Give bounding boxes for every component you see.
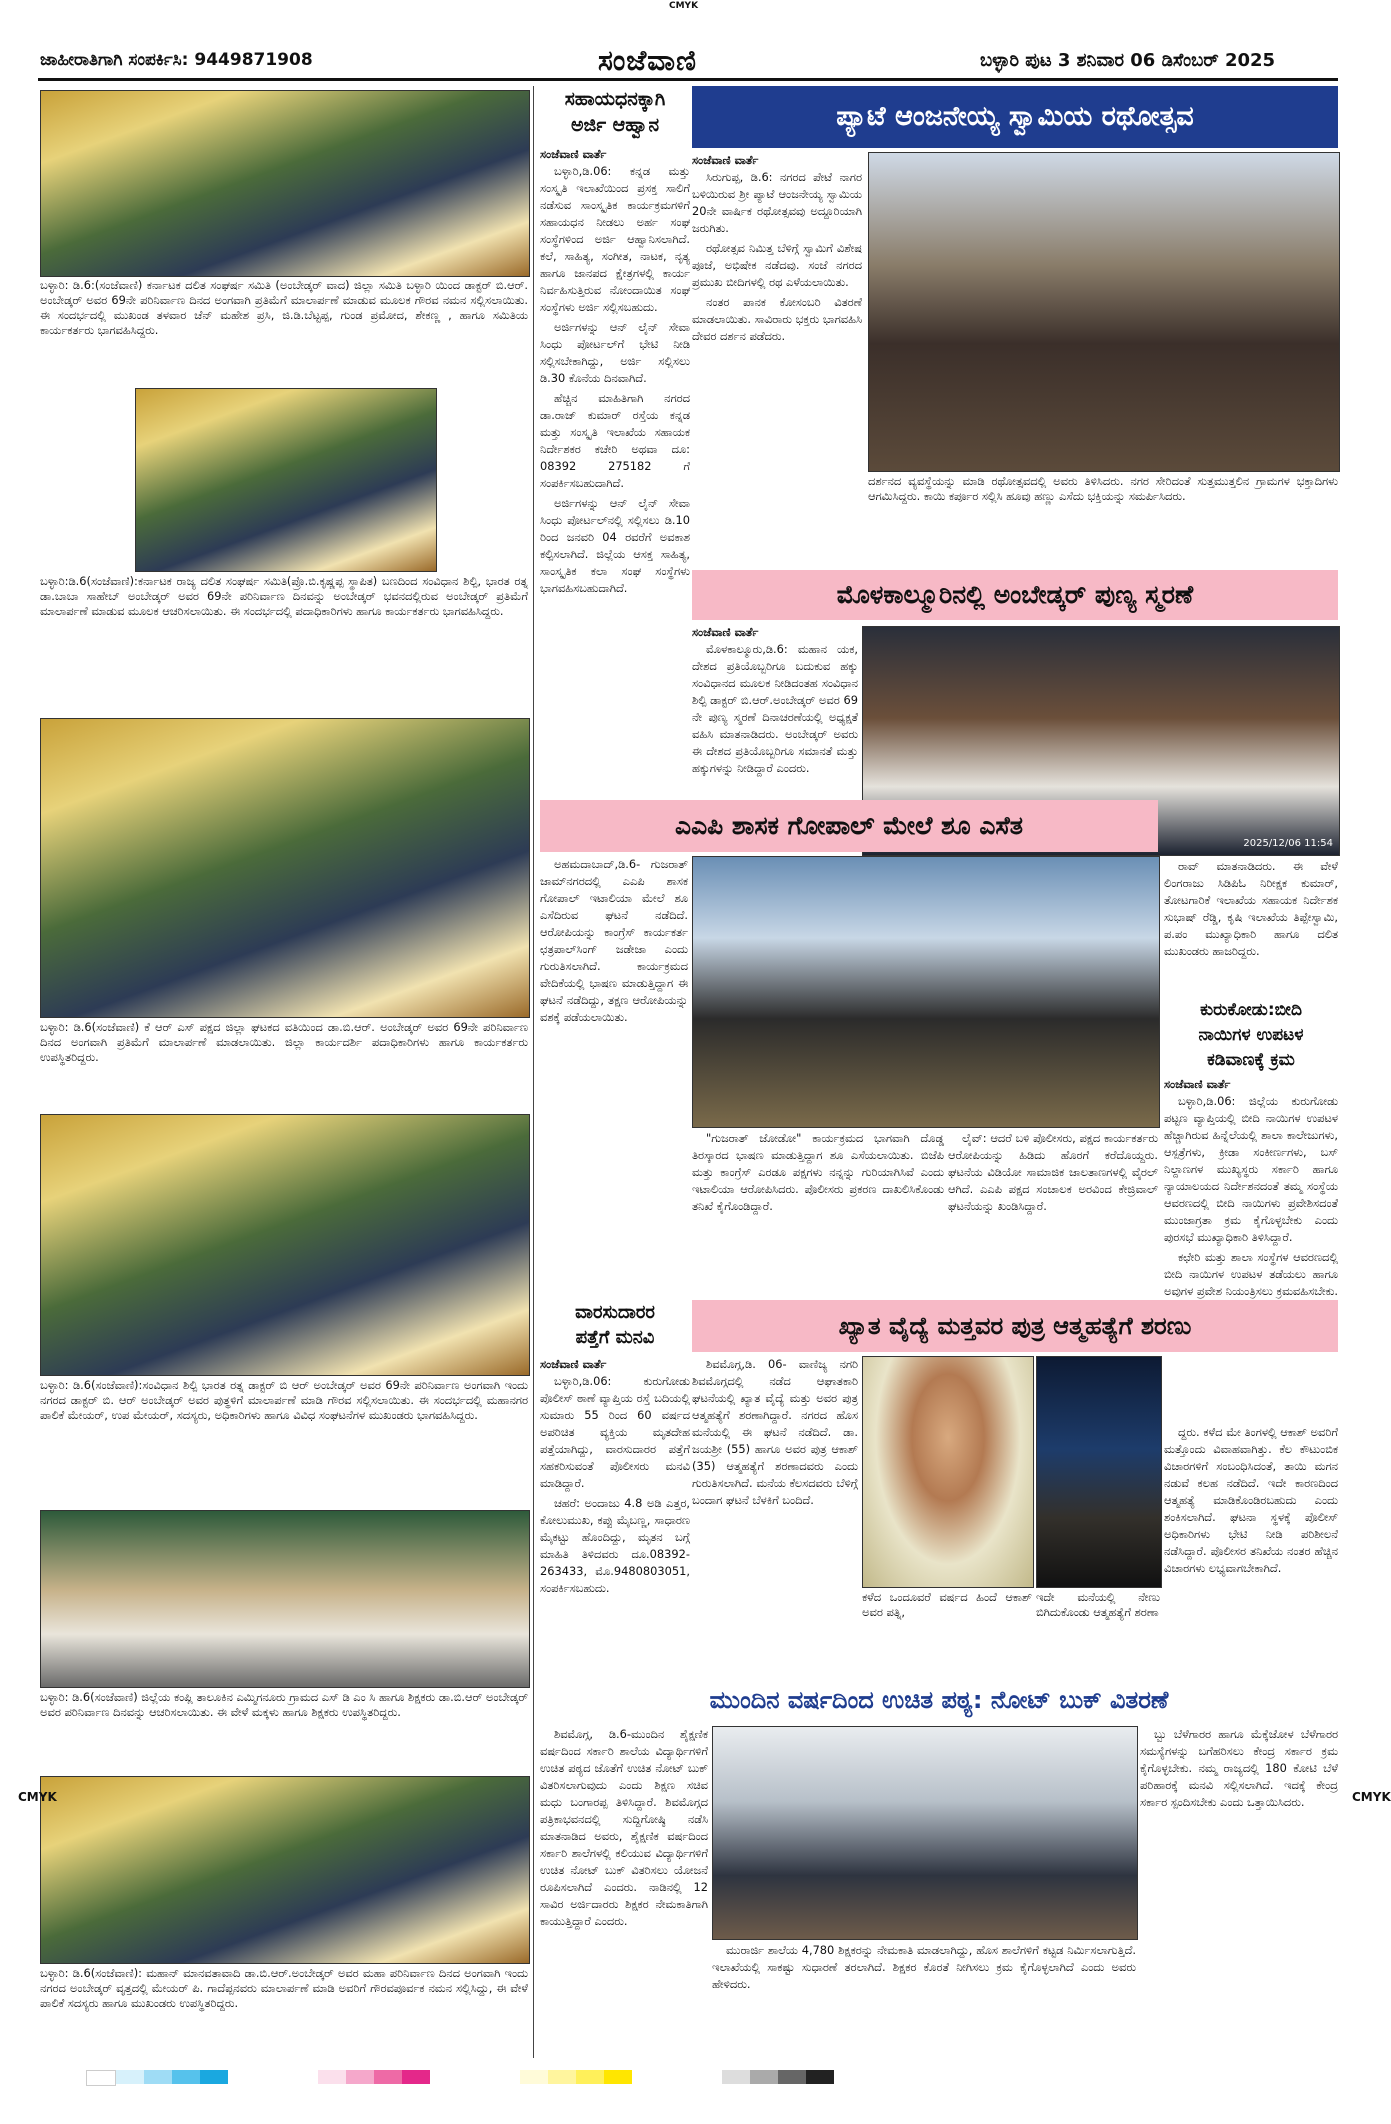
photo-caption-2: ಬಳ್ಳಾರಿ:ಡಿ.6(ಸಂಜೆವಾಣಿ):ಕರ್ನಾಟಕ ರಾಜ್ಯ ದಲಿತ ಸಂಘರ್ಷ ಸಮಿತಿ(ಪ್ರೊ.ಬಿ.ಕೃಷ್ಣಪ್ಪ ಸ್ಥಾಪಿತ) ಬಣದಿಂದ ಸಂವಿಧಾನ ಶಿಲ್ಪಿ, ಭಾರತ ರತ್ನ ಡಾ.ಬಾಬಾ ಸಾಹೇಬ್ ಅಂಬೇಡ್ಕರ್ ಅವರ 69ನೇ ಪರಿನಿರ್ವಾಣ ದಿನವನ್ನು ಅಂಬೇಡ್ಕರ್ ಭವನದಲ್ಲಿರುವ ಅಂಬೇಡ್ಕರ್ ಪ್ರತಿಮೆಗೆ ಮಾಲಾರ್ಪಣೆ ಮಾಡುವ ಮೂಲಕ ಆಚರಿಸಲಾಯಿತು. ಈ ಸಂದರ್ಭದಲ್ಲಿ ಪದಾಧಿಕಾರಿಗಳು ಹಾಗೂ ಕಾರ್ಯಕರ್ತರು ಭಾಗವಹಿಸಿದ್ದರು. — [40, 574, 528, 618]
application-article — [540, 146, 690, 796]
press-conference-photo — [712, 1726, 1138, 1940]
application-paragraph: ಬಳ್ಳಾರಿ,ಡಿ.06: ಕನ್ನಡ ಮತ್ತು ಸಂಸ್ಕೃತಿ ಇಲಾಖೆಯಿಂದ ಪ್ರಸಕ್ತ ಸಾಲಿಗೆ ನಡೆಸುವ ಸಾಂಸ್ಕೃತಿಕ ಕಾರ್ಯಕ್ರಮಗಳಿಗೆ ಸಹಾಯಧನ ನೀಡಲು ಅರ್ಹ ಸಂಘ ಸಂಸ್ಥೆಗಳಿಂದ ಅರ್ಜಿ ಆಹ್ವಾನಿಸಲಾಗಿದೆ. ಕಲೆ, ಸಾಹಿತ್ಯ, ಸಂಗೀತ, ನಾಟಕ, ನೃತ್ಯ ಹಾಗೂ ಜಾನಪದ ಕ್ಷೇತ್ರಗಳಲ್ಲಿ ಕಾರ್ಯ ನಿರ್ವಹಿಸುತ್ತಿರುವ ನೋಂದಾಯಿತ ಸಂಘ ಸಂಸ್ಥೆಗಳು ಅರ್ಜಿ ಸಲ್ಲಿಸಬಹುದು. — [540, 164, 690, 314]
strip-swatch — [116, 2070, 144, 2084]
masthead — [0, 0, 1378, 82]
application-headline — [540, 86, 690, 138]
kurugodu-article — [1164, 1076, 1338, 1420]
chariot-procession-photo — [868, 152, 1340, 472]
photo-timestamp: 2025/12/06 11:54 — [1243, 838, 1333, 849]
notebook-headline: ಮುಂದಿನ ವರ್ಷದಿಂದ ಉಚಿತ ಪಠ್ಯ: ನೋಟ್ ಬುಕ್ ವಿತರಣೆ — [709, 1686, 1169, 1714]
photo-caption-5: ಬಳ್ಳಾರಿ: ಡಿ.6(ಸಂಜೆವಾಣಿ) ಜಿಲ್ಲೆಯ ಕಂಪ್ಲಿ ತಾಲೂಕಿನ ಎಮ್ಮಿಗನೂರು ಗ್ರಾಮದ ಎಸ್ ಡಿ ಎಂ ಸಿ ಹಾಗೂ ಶಿಕ್ಷಕರು ಡಾ.ಬಿ.ಆರ್ ಅಂಬೇಡ್ಕರ್ ಅವರ ಪರಿನಿರ್ವಾಣ ದಿನವನ್ನು ಆಚರಿಸಲಾಯಿತು. ಈ ವೇಳೆ ಮಕ್ಕಳು ಹಾಗೂ ಶಿಕ್ಷಕರು ಉಪಸ್ಥಿತರಿದ್ದರು. — [40, 1690, 528, 1719]
ad-contact: ಜಾಹೀರಾತಿಗಾಗಿ ಸಂಪರ್ಕಿಸಿ: 9449871908 — [40, 50, 313, 70]
strip-swatch — [750, 2070, 778, 2084]
cmyk-side-mark-right: CMYK — [1352, 1790, 1391, 1804]
doctor-col3 — [1164, 1424, 1338, 1674]
column-divider — [533, 86, 534, 2058]
heirs-headline-line2: ಪತ್ತೆಗೆ ಮನವಿ — [575, 1327, 655, 1348]
application-byline: ಸಂಜೆವಾಣಿ ವಾರ್ತೆ — [540, 147, 607, 161]
doctor-portrait-photo — [862, 1356, 1034, 1588]
application-paragraph: ಅರ್ಜಿಗಳನ್ನು ಆನ್ ಲೈನ್ ಸೇವಾ ಸಿಂಧು ಪೋರ್ಟಲ್‌ಗೆ ಭೇಟಿ ನೀಡಿ ಸಲ್ಲಿಸಬೇಕಾಗಿದ್ದು, ಅರ್ಜಿ ಸಲ್ಲಿಸಲು ಡಿ.30 ಕೊನೆಯ ದಿನವಾಗಿದೆ. — [540, 320, 690, 385]
strip-gap — [228, 2070, 318, 2084]
heirs-byline: ಸಂಜೆವಾಣಿ ವಾರ್ತೆ — [540, 1357, 607, 1371]
masthead-rule — [38, 78, 1338, 81]
chariot-paragraph: ಸಿರುಗುಪ್ಪ, ಡಿ.6: ನಗರದ ಪೇಟೆ ನಾಗರ ಬಳಿಯಿರುವ ಶ್ರೀ ಪ್ಯಾಟೆ ಆಂಜನೇಯ್ಯ ಸ್ವಾಮಿಯ 20ನೇ ವಾರ್ಷಿಕ ರಥೋತ್ಸವವು ಅದ್ದೂರಿಯಾಗಿ ಜರುಗಿತು. — [692, 170, 862, 235]
photo-caption-3: ಬಳ್ಳಾರಿ: ಡಿ.6(ಸಂಜೆವಾಣಿ) ಕೆ ಆರ್ ಎಸ್ ಪಕ್ಷದ ಜಿಲ್ಲಾ ಘಟಕದ ವತಿಯಿಂದ ಡಾ.ಬಿ.ಆರ್. ಅಂಬೇಡ್ಕರ್ ಅವರ 69ನೇ ಪರಿನಿರ್ವಾಣ ದಿನದ ಅಂಗವಾಗಿ ಪ್ರತಿಮೆಗೆ ಮಾಲಾರ್ಪಣೆ ಮಾಡಲಾಯಿತು. ಜಿಲ್ಲಾ ಕಾರ್ಯದರ್ಶಿ ಪದಾಧಿಕಾರಿಗಳು ಹಾಗೂ ಕಾರ್ಯಕರ್ತರು ಉಪಸ್ಥಿತರಿದ್ದರು. — [40, 1020, 528, 1064]
heirs-paragraph: ಬಳ್ಳಾರಿ,ಡಿ.06: ಕುರುಗೋಡು ಪೊಲೀಸ್ ಠಾಣೆ ವ್ಯಾಪ್ತಿಯ ರಸ್ತೆ ಬದಿಯಲ್ಲಿ ಸುಮಾರು 55 ರಿಂದ 60 ವರ್ಷದ ಅಪರಿಚಿತ ವ್ಯಕ್ತಿಯ ಮೃತದೇಹ ಪತ್ತೆಯಾಗಿದ್ದು, ವಾರಸುದಾರರ ಪತ್ತೆಗೆ ಸಹಕರಿಸುವಂತೆ ಪೊಲೀಸರು ಮನವಿ ಮಾಡಿದ್ದಾರೆ. — [540, 1374, 690, 1490]
strip-swatch — [576, 2070, 604, 2084]
cmyk-side-mark-left: CMYK — [18, 1790, 57, 1804]
ambedkar-tribute-photo-4 — [40, 1114, 530, 1376]
heirs-paragraph: ಚಹರೆ: ಅಂದಾಜು 4.8 ಅಡಿ ಎತ್ತರ, ಕೋಲುಮುಖ, ಕಪ್ಪು ಮೈಬಣ್ಣ, ಸಾಧಾರಣ ಮೈಕಟ್ಟು ಹೊಂದಿದ್ದು, ಮೃತನ ಬಗ್ಗೆ ಮಾಹಿತಿ ತಿಳಿದವರು ದೂ.08392-263433, ಮೊ.9480803051, ಸಂಪರ್ಕಿಸಬಹುದು. — [540, 1496, 690, 1595]
aap-paragraph: "ಗುಜರಾತ್ ಜೋಡೋ" ಕಾರ್ಯಕ್ರಮದ ಭಾಗವಾಗಿ ದೊಡ್ಡ ತಿರಸ್ಕಾರದ ಭಾಷಣ ಮಾಡುತ್ತಿದ್ದಾಗ ಶೂ ಎಸೆಯಲಾಯಿತು. ಬಿಜೆಪಿ ಮತ್ತು ಕಾಂಗ್ರೆಸ್ ಎರಡೂ ಪಕ್ಷಗಳು ನನ್ನನ್ನು ಗುರಿಯಾಗಿಸಿವೆ ಎಂದು ಇಟಾಲಿಯಾ ಆರೋಪಿಸಿದರು. ಪೊಲೀಸರು ಪ್ರಕರಣ ದಾಖಲಿಸಿಕೊಂಡು ತನಿಖೆ ಕೈಗೊಂಡಿದ್ದಾರೆ. — [692, 1131, 944, 1213]
kurugodu-byline: ಸಂಜೆವಾಣಿ ವಾರ್ತೆ — [1164, 1077, 1231, 1091]
kurugodu-headline-line1: ಕುರುಕೋಡು:ಬೀದಿ — [1200, 1000, 1302, 1020]
chariot-photo-caption: ದರ್ಶನದ ವ್ಯವಸ್ಥೆಯನ್ನು ಮಾಡಿ ರಥೋತ್ಸವದಲ್ಲಿ ಅವರು ತಿಳಿಸಿದರು. ನಗರ ಸೇರಿದಂತೆ ಸುತ್ತಮುತ್ತಲಿನ ಗ್ರಾಮಗಳ ಭಕ್ತಾದಿಗಳು ಆಗಮಿಸಿದ್ದರು. ಕಾಯಿ ಕರ್ಪೂರ ಸಲ್ಲಿಸಿ ಹೂವು ಹಣ್ಣು ಎಸೆದು ಭಕ್ತಿಯನ್ನು ಸಮರ್ಪಿಸಿದರು. — [868, 474, 1338, 503]
strip-swatch — [374, 2070, 402, 2084]
doctor-photo-caption-2: ಇದೇ ಮನೆಯಲ್ಲಿ ನೇಣು ಬಿಗಿದುಕೊಂಡು ಆತ್ಮಹತ್ಯೆಗೆ ಶರಣಾ — [1036, 1590, 1160, 1619]
strip-gap — [430, 2070, 520, 2084]
strip-swatch — [144, 2070, 172, 2084]
photo-caption-4: ಬಳ್ಳಾರಿ: ಡಿ.6(ಸಂಜೆವಾಣಿ):ಸಂವಿಧಾನ ಶಿಲ್ಪಿ ಭಾರತ ರತ್ನ ಡಾಕ್ಟರ್ ಬಿ ಆರ್ ಅಂಬೇಡ್ಕರ್ ಅವರ 69ನೇ ಪರಿನಿರ್ವಾಣ ಅಂಗವಾಗಿ ಇಂದು ನಗರದ ಡಾಕ್ಟರ್ ಬಿ. ಆರ್ ಅಂಬೇಡ್ಕರ್ ಅವರ ಪುತ್ಥಳಿಗೆ ಮಾಲಾರ್ಪಣೆ ಮಾಡಿ ಗೌರವ ಸಲ್ಲಿಸಲಾಯಿತು. ಈ ಸಂದರ್ಭದಲ್ಲಿ ಮಹಾನಗರ ಪಾಲಿಕೆ ಮೇಯರ್, ಉಪ ಮೇಯರ್, ಸದಸ್ಯರು, ಅಧಿಕಾರಿಗಳು ಹಾಗೂ ವಿವಿಧ ಸಂಘಟನೆಗಳ ಮುಖಂಡರು ಭಾಗವಹಿಸಿದ್ದರು. — [40, 1378, 528, 1422]
aap-col2 — [692, 1130, 944, 1296]
color-calibration-strip — [86, 2070, 1146, 2084]
kurugodu-headline — [1164, 998, 1338, 1073]
doctor-paragraph: ಶಿವಮೊಗ್ಗ,ಡಿ. 06- ವಾಣಿಜ್ಯ ನಗರಿ ಶಿವಮೊಗ್ಗದಲ್ಲಿ ನಡೆದ ಆಘಾತಕಾರಿ ಘಟನೆಯಲ್ಲಿ ಖ್ಯಾತ ವೈದ್ಯೆ ಮತ್ತು ಅವರ ಪುತ್ರ ಆತ್ಮಹತ್ಯೆಗೆ ಶರಣಾಗಿದ್ದಾರೆ. ನಗರದ ಹೊಸ ಮನೆಯಲ್ಲಿ ಈ ಘಟನೆ ನಡೆದಿದೆ. ಡಾ. ಜಯಶ್ರೀ (55) ಹಾಗೂ ಅವರ ಪುತ್ರ ಆಕಾಶ್ (35) ಆತ್ಮಹತ್ಯೆಗೆ ಶರಣಾದವರು ಎಂದು ಗುರುತಿಸಲಾಗಿದೆ. ಮನೆಯ ಕೆಲಸದವರು ಬೆಳಿಗ್ಗೆ ಬಂದಾಗ ಘಟನೆ ಬೆಳಕಿಗೆ ಬಂದಿದೆ. — [692, 1357, 858, 1507]
notebook-paragraph: ಮುರಾರ್ಜಿ ಶಾಲೆಯ 4,780 ಶಿಕ್ಷಕರನ್ನು ನೇಮಕಾತಿ ಮಾಡಲಾಗಿದ್ದು, ಹೊಸ ಶಾಲೆಗಳಿಗೆ ಕಟ್ಟಡ ನಿರ್ಮಿಸಲಾಗುತ್ತಿದೆ. ಇಲಾಖೆಯಲ್ಲಿ ಸಾಕಷ್ಟು ಸುಧಾರಣೆ ತರಲಾಗಿದೆ. ಶಿಕ್ಷಕರ ಕೊರತೆ ನೀಗಿಸಲು ಕ್ರಮ ಕೈಗೊಳ್ಳಲಾಗಿದೆ ಎಂದು ಅವರು ಹೇಳಿದರು. — [712, 1943, 1136, 1991]
molakalmuru-paragraph: ಮೊಳಕಾಲ್ಮೂರು,ಡಿ.6: ಮಹಾನ ಯಕ, ದೇಶದ ಪ್ರತಿಯೊಬ್ಬರಿಗೂ ಬದುಕುವ ಹಕ್ಕು ಸಂವಿಧಾನದ ಮೂಲಕ ನೀಡಿದಂತಹ ಸಂವಿಧಾನ ಶಿಲ್ಪಿ ಡಾಕ್ಟರ್ ಬಿ.ಆರ್.ಅಂಬೇಡ್ಕರ್ ಅವರ 69 ನೇ ಪುಣ್ಯ ಸ್ಮರಣೆ ದಿನಾಚರಣೆಯಲ್ಲಿ ಅಧ್ಯಕ್ಷತೆ ವಹಿಸಿ ಮಾತನಾಡಿದರು. ಅಂಬೇಡ್ಕರ್ ಅವರು ಈ ದೇಶದ ಪ್ರತಿಯೊಬ್ಬರಿಗೂ ಸಮಾನತೆ ಮತ್ತು ಹಕ್ಕುಗಳನ್ನು ನೀಡಿದ್ದಾರೆ ಎಂದರು. — [692, 642, 858, 775]
strip-swatch — [318, 2070, 346, 2084]
photo-caption-1: ಬಳ್ಳಾರಿ: ಡಿ.6:(ಸಂಜೆವಾಣಿ) ಕರ್ನಾಟಕ ದಲಿತ ಸಂಘರ್ಷ ಸಮಿತಿ (ಅಂಬೇಡ್ಕರ್ ವಾದ) ಜಿಲ್ಲಾ ಸಮಿತಿ ಬಳ್ಳಾರಿ ಯಿಂದ ಡಾಕ್ಟರ್ ಬಿ.ಆರ್. ಅಂಬೇಡ್ಕರ್ ಅವರ 69ನೇ ಪರಿನಿರ್ವಾಣ ದಿನದ ಅಂಗವಾಗಿ ಪ್ರತಿಮೆಗೆ ಮಾಲಾರ್ಪಣೆ ಮಾಡುವ ಮೂಲಕ ಗೌರವ ನಮನ ಸಲ್ಲಿಸಲಾಯಿತು. ಈ ಸಂದರ್ಭದಲ್ಲಿ ಮುಖಂಡ ತಳವಾರ ಚೆನ್ ಮಹೇಶ ಪ್ರಸಿ, ಜಿ.ಡಿ.ಬೆಟ್ಟಪ್ಪ, ಗುಂಡ ಪ್ರಮೋದ, ಶೇಕಣ್ಣ , ಹಾಗೂ ಸಮಿತಿಯ ಕಾರ್ಯಕರ್ತರು ಭಾಗವಹಿಸಿದ್ದರು. — [40, 278, 528, 337]
chariot-article — [692, 152, 862, 570]
ambedkar-tribute-photo-6 — [40, 1776, 530, 1964]
son-portrait-photo — [1036, 1356, 1162, 1588]
application-paragraph: ಹೆಚ್ಚಿನ ಮಾಹಿತಿಗಾಗಿ ನಗರದ ಡಾ.ರಾಜ್ ಕುಮಾರ್ ರಸ್ತೆಯ ಕನ್ನಡ ಮತ್ತು ಸಂಸ್ಕೃತಿ ಇಲಾಖೆಯ ಸಹಾಯಕ ನಿರ್ದೇಶಕರ ಕಚೇರಿ ಅಥವಾ ದೂ: 08392 275182 ಗೆ ಸಂಪರ್ಕಿಸಬಹುದಾಗಿದೆ. — [540, 391, 690, 490]
chariot-paragraph: ರಥೋತ್ಸವ ನಿಮಿತ್ತ ಬೆಳಿಗ್ಗೆ ಸ್ವಾಮಿಗೆ ವಿಶೇಷ ಪೂಜೆ, ಅಭಿಷೇಕ ನಡೆದವು. ಸಂಜೆ ನಗರದ ಪ್ರಮುಖ ಬೀದಿಗಳಲ್ಲಿ ರಥ ಎಳೆಯಲಾಯಿತು. — [692, 241, 862, 289]
heirs-article — [540, 1356, 690, 1672]
chariot-headline: ಪ್ಯಾಟೆ ಆಂಜನೇಯ್ಯ ಸ್ವಾಮಿಯ ರಥೋತ್ಸವ — [692, 86, 1338, 148]
school-tribute-photo — [40, 1510, 530, 1688]
strip-swatch — [520, 2070, 548, 2084]
aap-col1 — [540, 856, 688, 1296]
application-paragraph: ಅರ್ಜಿಗಳನ್ನು ಆನ್ ಲೈನ್ ಸೇವಾ ಸಿಂಧು ಪೋರ್ಟಲ್‌ನಲ್ಲಿ ಸಲ್ಲಿಸಲು ಡಿ.10 ರಿಂದ ಜನವರಿ 04 ರವರೆಗೆ ಅವಕಾಶ ಕಲ್ಪಿಸಲಾಗಿದೆ. ಜಿಲ್ಲೆಯ ಆಸಕ್ತ ಸಾಹಿತ್ಯ, ಸಾಂಸ್ಕೃತಿಕ ಕಲಾ ಸಂಘ ಸಂಸ್ಥೆಗಳು ಭಾಗವಹಿಸಬಹುದಾಗಿದೆ. — [540, 496, 690, 595]
strip-swatch — [722, 2070, 750, 2084]
notebook-col3 — [1140, 1726, 1338, 2058]
doctor-headline: ಖ್ಯಾತ ವೈದ್ಯೆ ಮತ್ತವರ ಪುತ್ರ ಆತ್ಮಹತ್ಯೆಗೆ ಶರಣು — [692, 1300, 1338, 1352]
strip-swatch — [402, 2070, 430, 2084]
notebook-paragraph: ಬ್ಬು ಬೆಳೆಗಾರರ ಹಾಗೂ ಮೆಕ್ಕೆಜೋಳ ಬೆಳೆಗಾರರ ಸಮಸ್ಯೆಗಳನ್ನು ಬಗೆಹರಿಸಲು ಕೇಂದ್ರ ಸರ್ಕಾರ ಕ್ರಮ ಕೈಗೊಳ್ಳಬೇಕು. ನಮ್ಮ ರಾಜ್ಯದಲ್ಲಿ 180 ಕೋಟಿ ಬೆಳೆ ಪರಿಹಾರಕ್ಕೆ ಮನವಿ ಸಲ್ಲಿಸಲಾಗಿದೆ. ಇದಕ್ಕೆ ಕೇಂದ್ರ ಸರ್ಕಾರ ಸ್ಪಂದಿಸಬೇಕು ಎಂದು ಒತ್ತಾಯಿಸಿದರು. — [1140, 1727, 1338, 1809]
kurugodu-paragraph: ಕಛೇರಿ ಮತ್ತು ಶಾಲಾ ಸಂಸ್ಥೆಗಳ ಆವರಣದಲ್ಲಿ ಬೀದಿ ನಾಯಿಗಳ ಉಪಟಳ ತಡೆಯಲು ಹಾಗೂ ಅವುಗಳ ಪ್ರವೇಶ ನಿಯಂತ್ರಿಸಲು ಕ್ರಮವಹಿಸಬೇಕು. — [1164, 1250, 1338, 1298]
chariot-byline: ಸಂಜೆವಾಣಿ ವಾರ್ತೆ — [692, 153, 759, 167]
ambedkar-tribute-photo-1 — [40, 90, 530, 277]
molakalmuru-byline: ಸಂಜೆವಾಣಿ ವಾರ್ತೆ — [692, 625, 759, 639]
notebook-col1 — [540, 1726, 708, 2058]
molakalmuru-col3 — [1164, 858, 1338, 992]
ambedkar-tribute-photo-2 — [135, 388, 437, 572]
doctor-col1 — [692, 1356, 858, 1674]
strip-swatch — [346, 2070, 374, 2084]
strip-swatch — [172, 2070, 200, 2084]
strip-gap — [632, 2070, 722, 2084]
aap-paragraph: ಲೈವ್: ಆದರೆ ಬಳಿ ಪೊಲೀಸರು, ಪಕ್ಷದ ಕಾರ್ಯಕರ್ತರು ಆರೋಪಿಯನ್ನು ಹಿಡಿದು ಹೊರಗೆ ಕರೆದೊಯ್ದರು. ಘಟನೆಯ ವಿಡಿಯೋ ಸಾಮಾಜಿಕ ಜಾಲತಾಣಗಳಲ್ಲಿ ವೈರಲ್ ಆಗಿದೆ. ಎಎಪಿ ಪಕ್ಷದ ಸಂಚಾಲಕ ಅರವಿಂದ ಕೇಜ್ರಿವಾಲ್ ಘಟನೆಯನ್ನು ಖಂಡಿಸಿದ್ದಾರೆ. — [948, 1131, 1158, 1213]
dateline: ಬಳ್ಳಾರಿ ಪುಟ 3 ಶನಿವಾರ 06 ಡಿಸೆಂಬರ್ 2025 — [980, 50, 1276, 71]
notebook-col2 — [712, 1942, 1136, 2058]
ambedkar-tribute-photo-3 — [40, 718, 530, 1018]
application-headline-line2: ಅರ್ಜಿ ಆಹ್ವಾನ — [570, 114, 660, 136]
cmyk-registration-mark: CMYK — [669, 1, 699, 11]
strip-swatch — [806, 2070, 834, 2084]
doctor-photo-caption-1: ಕಳೆದ ಒಂದೂವರೆ ವರ್ಷದ ಹಿಂದೆ ಆಕಾಶ್ ಅವರ ಪತ್ನಿ, — [862, 1590, 1032, 1619]
notebook-paragraph: ಶಿವಮೊಗ್ಗ, ಡಿ.6-ಮುಂದಿನ ಶೈಕ್ಷಣಿಕ ವರ್ಷದಿಂದ ಸರ್ಕಾರಿ ಶಾಲೆಯ ವಿದ್ಯಾರ್ಥಿಗಳಿಗೆ ಉಚಿತ ಪಠ್ಯದ ಜೊತೆಗೆ ಉಚಿತ ನೋಟ್ ಬುಕ್ ವಿತರಿಸಲಾಗುವುದು ಎಂದು ಶಿಕ್ಷಣ ಸಚಿವ ಮಧು ಬಂಗಾರಪ್ಪ ತಿಳಿಸಿದ್ದಾರೆ. ಶಿವಮೊಗ್ಗದ ಪತ್ರಿಕಾಭವನದಲ್ಲಿ ಸುದ್ದಿಗೋಷ್ಠಿ ನಡೆಸಿ ಮಾತನಾಡಿದ ಅವರು, ಶೈಕ್ಷಣಿಕ ವರ್ಷದಿಂದ ಸರ್ಕಾರಿ ಶಾಲೆಗಳಲ್ಲಿ ಕಲಿಯುವ ವಿದ್ಯಾರ್ಥಿಗಳಿಗೆ ಉಚಿತ ನೋಟ್ ಬುಕ್ ವಿತರಿಸಲು ಯೋಜನೆ ರೂಪಿಸಲಾಗಿದೆ ಎಂದರು. ನಾಡಿನಲ್ಲಿ 12 ಸಾವಿರ ಅರ್ಜಿದಾರರು ಶಿಕ್ಷಕರ ನೇಮಕಾತಿಗಾಗಿ ಕಾಯುತ್ತಿದ್ದಾರೆ ಎಂದರು. — [540, 1727, 708, 1928]
chariot-paragraph: ನಂತರ ಪಾನಕ ಕೋಸಂಬರಿ ವಿತರಣೆ ಮಾಡಲಾಯಿತು. ಸಾವಿರಾರು ಭಕ್ತರು ಭಾಗವಹಿಸಿ ದೇವರ ದರ್ಶನ ಪಡೆದರು. — [692, 295, 862, 343]
kurugodu-headline-line2: ನಾಯಿಗಳ ಉಪಟಳ — [1198, 1025, 1304, 1045]
molakalmuru-headline: ಮೊಳಕಾಲ್ಮೂರಿನಲ್ಲಿ ಅಂಬೇಡ್ಕರ್ ಪುಣ್ಯ ಸ್ಮರಣೆ — [692, 570, 1338, 620]
strip-swatch — [778, 2070, 806, 2084]
paper-name: ಸಂಜೆವಾಣಿ — [598, 44, 697, 77]
heirs-headline — [540, 1300, 690, 1350]
heirs-headline-line1: ವಾರಸುದಾರರ — [575, 1302, 655, 1323]
aap-headline: ಎಎಪಿ ಶಾಸಕ ಗೋಪಾಲ್ ಮೇಲೆ ಶೂ ಎಸೆತ — [540, 800, 1158, 852]
kurugodu-headline-line3: ಕಡಿವಾಣಕ್ಕೆ ಕ್ರಮ — [1207, 1050, 1295, 1070]
aap-stage-photo — [692, 856, 1160, 1128]
strip-swatch — [86, 2070, 116, 2086]
kurugodu-paragraph: ಬಳ್ಳಾರಿ,ಡಿ.06: ಜಿಲ್ಲೆಯ ಕುರುಗೋಡು ಪಟ್ಟಣ ವ್ಯಾಪ್ತಿಯಲ್ಲಿ ಬೀದಿ ನಾಯಿಗಳ ಉಪಟಳ ಹೆಚ್ಚಾಗಿರುವ ಹಿನ್ನೆಲೆಯಲ್ಲಿ ಶಾಲಾ ಕಾಲೇಜುಗಳು, ಆಸ್ಪತ್ರೆಗಳು, ಕ್ರೀಡಾ ಸಂಕೀರ್ಣಗಳು, ಬಸ್ ನಿಲ್ದಾಣಗಳ ಮುಖ್ಯಸ್ಥರು ಸರ್ಕಾರಿ ಹಾಗೂ ನ್ಯಾಯಾಲಯದ ನಿರ್ದೇಶನದಂತೆ ತಮ್ಮ ಸಂಸ್ಥೆಯ ಆವರಣದಲ್ಲಿ ಬೀದಿ ನಾಯಿಗಳು ಪ್ರವೇಶಿಸದಂತೆ ಮುಂಜಾಗ್ರತಾ ಕ್ರಮ ಕೈಗೊಳ್ಳಬೇಕು ಎಂದು ಪುರಸಭೆ ಮುಖ್ಯಾಧಿಕಾರಿ ತಿಳಿಸಿದ್ದಾರೆ. — [1164, 1094, 1338, 1244]
molakalmuru-paragraph: ರಾವ್ ಮಾತನಾಡಿದರು. ಈ ವೇಳೆ ಲಿಂಗರಾಜು ಸಿಡಿಪಿಓ ನಿರೀಕ್ಷಕ ಕುಮಾರ್, ತೋಟಗಾರಿಕೆ ಇಲಾಖೆಯ ಸಹಾಯಕ ನಿರ್ದೇಶಕ ಸುಭಾಷ್ ರೆಡ್ಡಿ, ಕೃಷಿ ಇಲಾಖೆಯ ತಿಪ್ಪೇಸ್ವಾಮಿ, ಪ.ಪಂ ಮುಖ್ಯಾಧಿಕಾರಿ ಹಾಗೂ ದಲಿತ ಮುಖಂಡರು ಹಾಜರಿದ್ದರು. — [1164, 859, 1338, 958]
application-headline-line1: ಸಹಾಯಧನಕ್ಕಾಗಿ — [564, 88, 666, 110]
aap-paragraph: ಅಹಮದಾಬಾದ್,ಡಿ.6- ಗುಜರಾತ್ ಜಾಮ್‌ನಗರದಲ್ಲಿ ಎಎಪಿ ಶಾಸಕ ಗೋಪಾಲ್ ಇಟಾಲಿಯಾ ಮೇಲೆ ಶೂ ಎಸೆದಿರುವ ಘಟನೆ ನಡೆದಿದೆ. ಆರೋಪಿಯನ್ನು ಕಾಂಗ್ರೆಸ್ ಕಾರ್ಯಕರ್ತ ಛತ್ರಪಾಲ್‌ಸಿಂಗ್ ಜಡೇಜಾ ಎಂದು ಗುರುತಿಸಲಾಗಿದೆ. ಕಾರ್ಯಕ್ರಮದ ವೇದಿಕೆಯಲ್ಲಿ ಭಾಷಣ ಮಾಡುತ್ತಿದ್ದಾಗ ಈ ಘಟನೆ ನಡೆದಿದ್ದು, ತಕ್ಷಣ ಆರೋಪಿಯನ್ನು ವಶಕ್ಕೆ ಪಡೆಯಲಾಯಿತು. — [540, 857, 688, 1024]
strip-swatch — [548, 2070, 576, 2084]
aap-col3 — [948, 1130, 1158, 1296]
strip-swatch — [200, 2070, 228, 2084]
strip-swatch — [604, 2070, 632, 2084]
photo-caption-6: ಬಳ್ಳಾರಿ: ಡಿ.6(ಸಂಜೆವಾಣಿ): ಮಹಾನ್ ಮಾನವತಾವಾದಿ ಡಾ.ಬಿ.ಆರ್.ಅಂಬೇಡ್ಕರ್ ಅವರ ಮಹಾ ಪರಿನಿರ್ವಾಣ ದಿನದ ಅಂಗವಾಗಿ ಇಂದು ನಗರದ ಅಂಬೇಡ್ಕರ್ ವೃತ್ತದಲ್ಲಿ ಮೇಯರ್ ಪಿ. ಗಾದೆಪ್ಪನವರು ಮಾಲಾರ್ಪಣೆ ಮಾಡಿ ಅವರಿಗೆ ಗೌರವಪೂರ್ವಕ ನಮನ ಸಲ್ಲಿಸಿದ್ದು, ಈ ವೇಳೆ ಪಾಲಿಕೆ ಸದಸ್ಯರು ಹಾಗೂ ಮುಖಂಡರು ಉಪಸ್ಥಿತರಿದ್ದರು. — [40, 1966, 528, 2010]
doctor-paragraph: ದ್ದರು. ಕಳೆದ ಮೇ ತಿಂಗಳಲ್ಲಿ ಆಕಾಶ್ ಅವರಿಗೆ ಮತ್ತೊಂದು ವಿವಾಹವಾಗಿತ್ತು. ಕೆಲ ಕೌಟುಂಬಿಕ ವಿಚಾರಗಳಿಗೆ ಸಂಬಂಧಿಸಿದಂತೆ, ತಾಯಿ ಮಗನ ನಡುವೆ ಕಲಹ ನಡೆದಿದೆ. ಇದೇ ಕಾರಣದಿಂದ ಆತ್ಮಹತ್ಯೆ ಮಾಡಿಕೊಂಡಿರಬಹುದು ಎಂದು ಶಂಕಿಸಲಾಗಿದೆ. ಘಟನಾ ಸ್ಥಳಕ್ಕೆ ಪೊಲೀಸ್ ಅಧಿಕಾರಿಗಳು ಭೇಟಿ ನೀಡಿ ಪರಿಶೀಲನೆ ನಡೆಸಿದ್ದಾರೆ. ಪೊಲೀಸರ ತನಿಖೆಯ ನಂತರ ಹೆಚ್ಚಿನ ವಿಚಾರಗಳು ಲಭ್ಯವಾಗಬೇಕಾಗಿದೆ. — [1164, 1425, 1338, 1575]
